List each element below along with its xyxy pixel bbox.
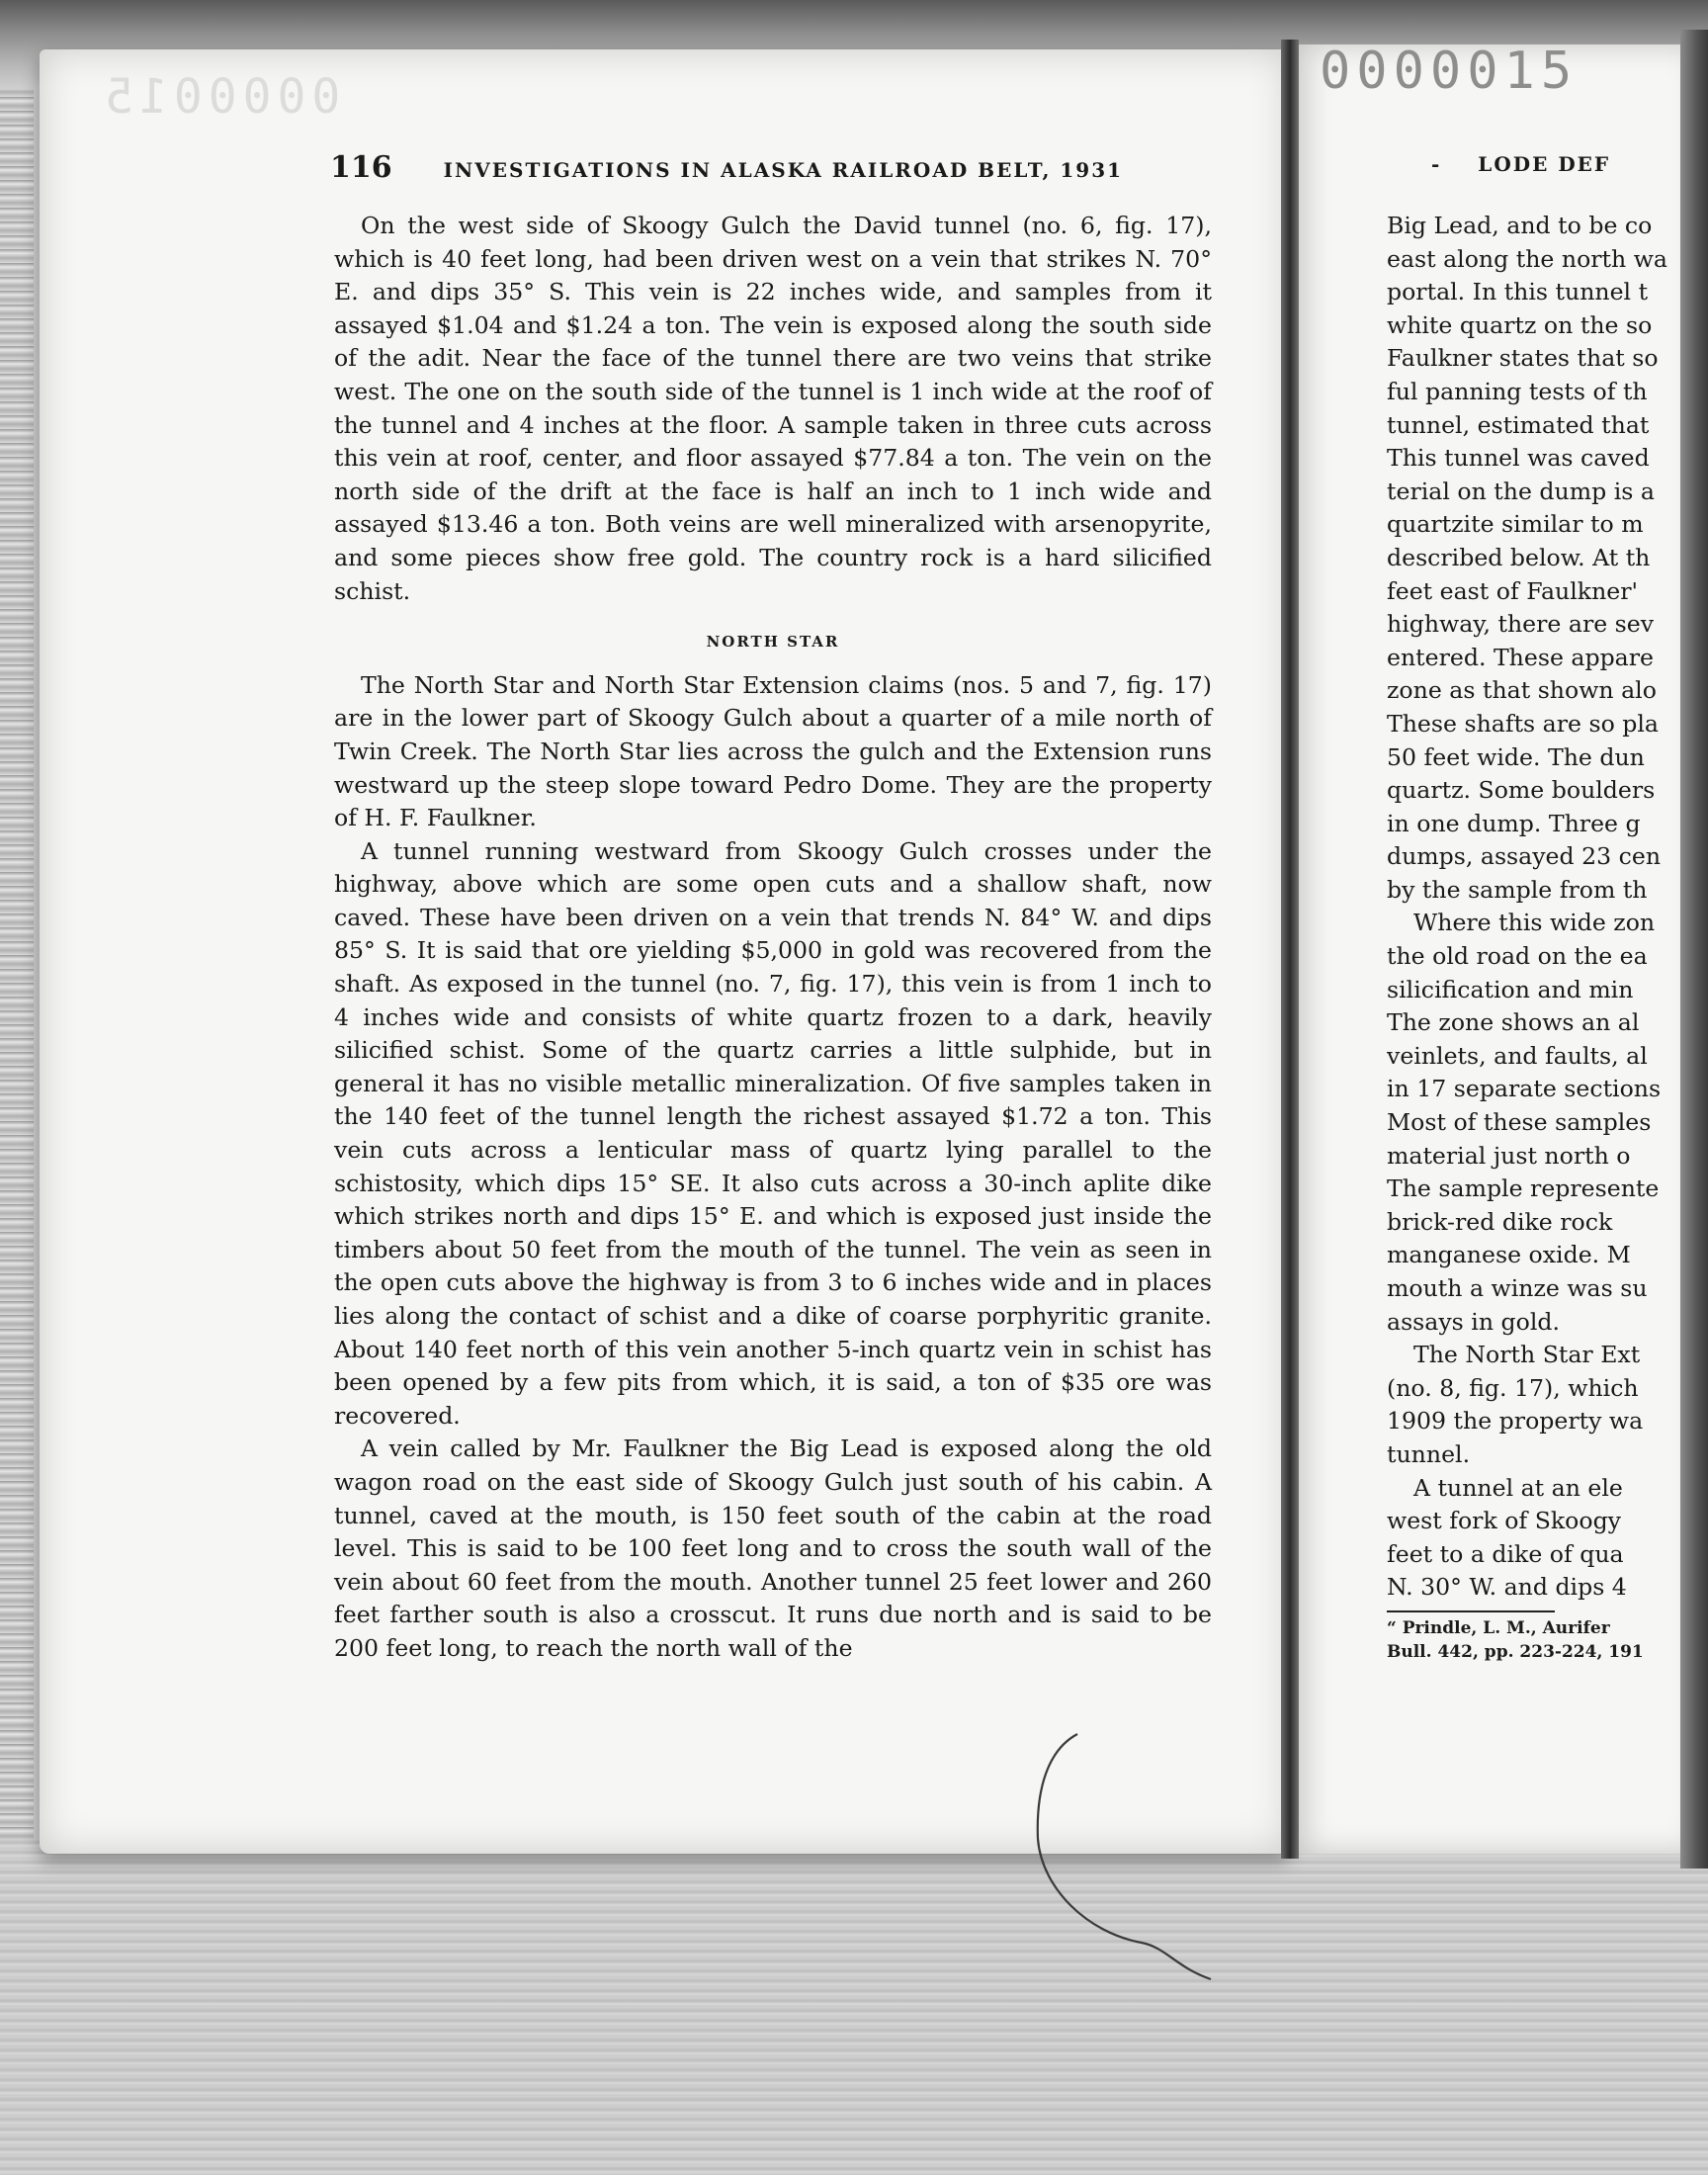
left-page-body <box>334 210 1212 1666</box>
right-line: in 17 separate sections <box>1387 1075 1662 1103</box>
right-line: 50 feet wide. The dun <box>1387 742 1645 771</box>
section-heading: NORTH STAR <box>706 633 840 652</box>
right-line: Where this wide zon <box>1413 909 1656 937</box>
footnote: “ Prindle, L. M., Aurifer <box>1387 1617 1610 1638</box>
right-line: Big Lead, and to be co <box>1387 212 1653 239</box>
right-line: tunnel, estimated that <box>1387 410 1650 439</box>
right-line: by the sample from th <box>1387 875 1648 904</box>
running-head: INVESTIGATIONS IN ALASKA RAILROAD BELT, 1931 <box>443 158 1124 182</box>
footnote: Bull. 442, pp. 223-224, 191 <box>1387 1641 1644 1662</box>
right-running-head: LODE DEF <box>1478 152 1611 176</box>
right-line: The North Star Ext <box>1413 1341 1641 1369</box>
page-number: 116 <box>330 150 392 185</box>
right-line: N. 30° W. and dips 4 <box>1387 1573 1627 1602</box>
right-line: white quartz on the so <box>1387 310 1653 339</box>
book-gutter <box>1281 40 1299 1859</box>
right-line: portal. In this tunnel t <box>1387 278 1649 306</box>
right-line: feet east of Faulkner' <box>1387 576 1638 605</box>
right-line: 1909 the property wa <box>1387 1407 1644 1436</box>
right-line: in one dump. Three g <box>1387 809 1641 837</box>
right-page-header <box>1431 152 1610 176</box>
right-line: mouth a winze was su <box>1387 1274 1648 1302</box>
right-line: assays in gold. <box>1387 1307 1560 1336</box>
right-line: highway, there are sev <box>1387 610 1655 639</box>
right-line: Most of these samples <box>1387 1108 1652 1137</box>
paragraph: The North Star and North Star Extension claims (nos. 5 and 7, fig. 17) are in the lower part of Skoogy Gulch about a quarter of a mile north of Twin Creek. The North Star lies across the gulch and the Extension runs westward up the steep slope toward Pedro Dome. They are the property of H. F. Faulkner. <box>334 670 1212 832</box>
right-line: dumps, assayed 23 cen <box>1387 842 1662 871</box>
right-line: terial on the dump is a <box>1387 477 1655 505</box>
right-line: veinlets, and faults, al <box>1387 1041 1648 1070</box>
footnote-rule <box>1387 1610 1555 1612</box>
right-line: quartzite similar to m <box>1387 510 1644 539</box>
right-line: Faulkner states that so <box>1387 344 1659 373</box>
right-page-body <box>1387 210 1703 1664</box>
right-line: feet to a dike of qua <box>1387 1539 1624 1568</box>
right-line: manganese oxide. M <box>1387 1241 1631 1269</box>
right-line: quartz. Some boulders <box>1387 776 1656 805</box>
right-line: The zone shows an al <box>1387 1008 1640 1037</box>
right-line: the old road on the ea <box>1387 942 1648 971</box>
paragraph: A tunnel running westward from Skoogy Gulch crosses under the highway, above which are some open cuts and a shallow shaft, now caved. These have been driven on a vein that trends N. 84° W. and dips 85° S. It is said that ore yielding $5,000 in gold was recovered from the shaft. As exposed in the tunnel (no. 7, fig. 17), this vein is from 1 inch to 4 inches wide and consists of white quartz frozen to a dark, heavily silicified schist. Some of the quartz carries a little sulphide, but in general it has no visible metallic mineralization. Of five samples taken in the 140 feet of the tunnel length the richest assayed $1.72 a ton. This vein cuts across a lenticular mass of quartz lying parallel to the schistosity, which dips 15° SE. It also cuts across a 30-inch aplite dike which strikes north and dips 15° E. and which is exposed just inside the timbers about 50 feet from the mouth of the tunnel. The vein as seen in the open cuts above the highway is from 3 to 6 inches wide and in places lies along the contact of schist and a dike of coarse porphyritic granite. About 140 feet north of this vein another 5-inch quartz vein in schist has been opened by a few pits from which, it is said, a ton of $35 ore was recovered. <box>334 836 1212 1430</box>
right-line: This tunnel was caved <box>1387 444 1650 473</box>
scanner-bed-bottom <box>0 1839 1708 2175</box>
right-line: material just north o <box>1387 1141 1631 1170</box>
paragraph: On the west side of Skoogy Gulch the David tunnel (no. 6, fig. 17), which is 40 feet long, had been driven west on a vein that strikes N. 70° E. and dips 35° S. This vein is 22 inches wide, and samples from it assayed $1.04 and $1.24 a ton. The vein is exposed along the south side of the adit. Near the face of the tunnel there are two veins that strike west. The one on the south side of the tunnel is 1 inch wide at the roof of the tunnel and 4 inches at the floor. A sample taken in three cuts across this vein at roof, center, and floor assayed $77.84 a ton. The vein on the north side of the drift at the face is half an inch to 1 inch wide and assayed $13.46 a ton. Both veins are well mineralized with arsenopyrite, and some pieces show free gold. The country rock is a hard silicified schist. <box>334 212 1212 605</box>
stamp-show-through: 0000015 <box>99 69 341 125</box>
right-line: (no. 8, fig. 17), which <box>1387 1373 1639 1402</box>
right-line: The sample represente <box>1387 1174 1660 1203</box>
left-page-header <box>330 150 1220 190</box>
right-line: These shafts are so pla <box>1387 709 1659 738</box>
right-line: tunnel. <box>1387 1439 1471 1468</box>
right-line: entered. These appare <box>1387 643 1654 671</box>
right-line: brick-red dike rock <box>1387 1207 1613 1236</box>
right-line: A tunnel at an ele <box>1413 1473 1623 1502</box>
pencil-mark <box>1028 1730 1226 1987</box>
paragraph: A vein called by Mr. Faulkner the Big Lead is exposed along the old wagon road on the east side of Skoogy Gulch just south of his cabin. A tunnel, caved at the mouth, is 150 feet south of the cabin at the road level. This is said to be 100 feet long and to cross the south wall of the vein about 60 feet from the mouth. Another tunnel 25 feet lower and 260 feet farther south is also a crosscut. It runs due north and is said to be 200 feet long, to reach the north wall of the <box>334 1435 1212 1662</box>
right-line: zone as that shown alo <box>1387 676 1657 705</box>
right-line: described below. At th <box>1387 543 1651 571</box>
page-stamp: 0000015 <box>1320 42 1579 101</box>
right-line: west fork of Skoogy <box>1387 1507 1621 1535</box>
right-line: east along the north wa <box>1387 244 1667 273</box>
right-line: silicification and min <box>1387 975 1634 1003</box>
right-line: ful panning tests of th <box>1387 377 1648 405</box>
header-dash: - <box>1431 152 1442 176</box>
